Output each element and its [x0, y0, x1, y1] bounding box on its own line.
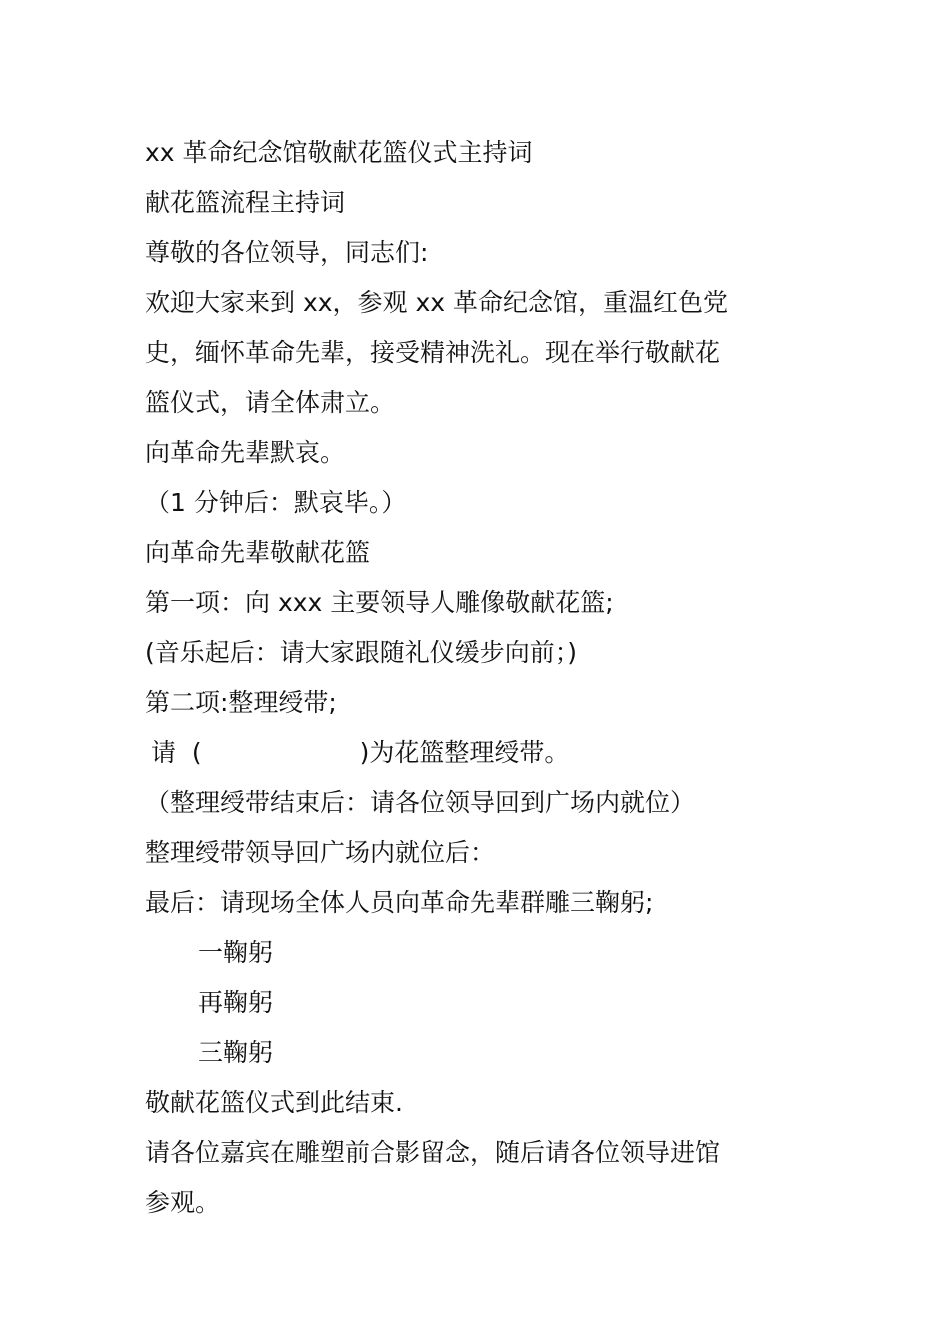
ribbon-suffix: )为花篮整理绶带。 [359, 738, 570, 767]
intro-line: 篮仪式，请全体肃立。 [145, 388, 396, 417]
ribbon-line [145, 728, 810, 778]
offer-heading: 向革命先辈敬献花篮 [145, 538, 371, 567]
item-one: 第一项：向 xxx 主要领导人雕像敬献花篮; [145, 588, 614, 617]
item-two: 第二项:整理绶带; [145, 688, 337, 717]
bow-line: 三鞠躬 [198, 1038, 274, 1067]
silence-instruction: 向革命先辈默哀。 [145, 438, 346, 467]
silence-note: （1 分钟后：默哀毕。） [145, 488, 407, 517]
final-instruction: 最后：请现场全体人员向革命先辈群雕三鞠躬; [145, 888, 654, 917]
document-body [145, 128, 810, 1228]
document-title: xx 革命纪念馆敬献花篮仪式主持词 [145, 138, 533, 167]
bow-line: 再鞠躬 [198, 988, 274, 1017]
document-subtitle: 献花篮流程主持词 [145, 188, 346, 217]
intro-line: 欢迎大家来到 xx，参观 xx 革命纪念馆，重温红色党 [145, 288, 729, 317]
item-one-note: (音乐起后：请大家跟随礼仪缓步向前；) [145, 638, 578, 667]
greeting: 尊敬的各位领导，同志们: [145, 238, 429, 267]
intro-line: 史，缅怀革命先辈，接受精神洗礼。现在举行敬献花 [145, 338, 721, 367]
ceremony-end: 敬献花篮仪式到此结束. [145, 1088, 403, 1117]
ribbon-prefix: 请 ( [151, 738, 202, 767]
closing-line: 请各位嘉宾在雕塑前合影留念，随后请各位领导进馆 [145, 1138, 721, 1167]
bow-line: 一鞠躬 [198, 938, 274, 967]
ribbon-note: （整理绶带结束后：请各位领导回到广场内就位） [145, 788, 696, 817]
after-ribbon: 整理绶带领导回广场内就位后： [145, 838, 496, 867]
closing-line: 参观。 [145, 1188, 221, 1217]
